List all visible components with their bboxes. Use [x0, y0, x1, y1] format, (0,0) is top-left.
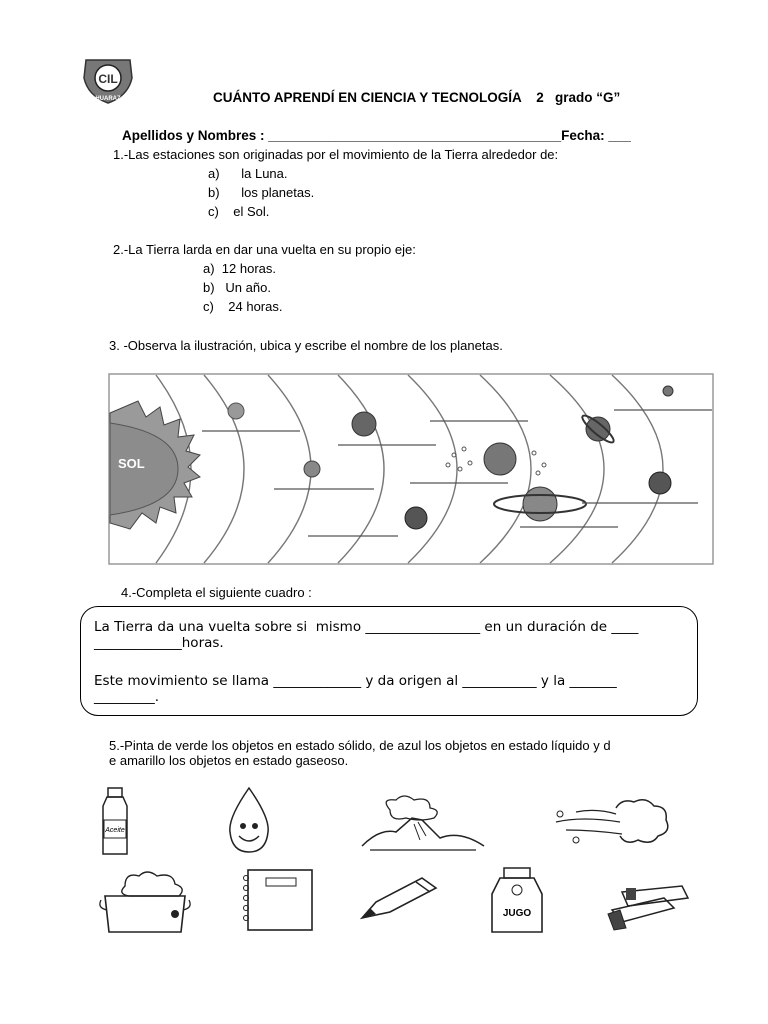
oil-bottle-image[interactable] [95, 786, 135, 861]
volcano-image[interactable] [360, 794, 486, 857]
juice-bottle-image[interactable] [486, 866, 548, 939]
solar-system-illustration [108, 373, 714, 565]
logo-subtext: HUARAZ [95, 96, 121, 102]
pluto-icon [663, 386, 673, 396]
boiling-pot-image[interactable] [95, 870, 195, 939]
question-5-line-1: 5.-Pinta de verde los objetos en estado sólido, de azul los objetos en estado líquido y d [109, 738, 611, 753]
box-line-4[interactable]: _________. [94, 689, 160, 705]
pencil-image[interactable] [356, 874, 442, 927]
question-3: 3. -Observa la ilustración, ubica y escribe el nombre de los planetas. [109, 338, 503, 353]
question-5-line-2: e amarillo los objetos en estado gaseoso. [109, 753, 349, 768]
question-2: 2.-La Tierra larda en dar una vuelta en su propio eje: [113, 242, 416, 257]
page-title: CUÁNTO APRENDÍ EN CIENCIA Y TECNOLOGÍA 2 grado “G” [213, 90, 621, 105]
question-4: 4.-Completa el siguiente cuadro : [121, 585, 312, 600]
q1-option-b[interactable]: b) los planetas. [208, 185, 315, 200]
water-drop-image[interactable] [222, 784, 276, 859]
q2-option-c[interactable]: c) 24 horas. [203, 299, 283, 314]
mercury-icon [228, 403, 244, 419]
wind-image[interactable] [552, 796, 674, 853]
oil-bottle-label: Aceite [105, 827, 125, 834]
q2-option-a[interactable]: a) 12 horas. [203, 261, 276, 276]
venus-icon [405, 507, 427, 529]
fill-in-box [80, 606, 698, 716]
school-logo [80, 56, 136, 106]
sun-label: SOL [118, 456, 145, 471]
logo-text: CIL [98, 72, 118, 86]
mars-icon [304, 461, 320, 477]
jupiter-icon [484, 443, 516, 475]
earth-icon [352, 412, 376, 436]
q2-option-b[interactable]: b) Un año. [203, 280, 271, 295]
box-line-3[interactable]: Este movimiento se llama _____________ y da origen al ___________ y la _______ [94, 673, 617, 689]
q1-option-c[interactable]: c) el Sol. [208, 204, 270, 219]
box-line-1[interactable]: La Tierra da una vuelta sobre si mismo _________________ en un duración de ____ [94, 619, 639, 635]
q1-option-a[interactable]: a) la Luna. [208, 166, 288, 181]
question-1: 1.-Las estaciones son originadas por el movimiento de la Tierra alrededor de: [113, 147, 559, 162]
neptune-icon [649, 472, 671, 494]
name-date-line[interactable]: Apellidos y Nombres : _______________________________________Fecha: ___ [122, 128, 631, 143]
box-line-2[interactable]: _____________horas. [94, 635, 224, 651]
juice-bottle-label: JUGO [502, 908, 532, 919]
wood-logs-image[interactable] [604, 880, 694, 935]
notebook-image[interactable] [240, 868, 316, 935]
